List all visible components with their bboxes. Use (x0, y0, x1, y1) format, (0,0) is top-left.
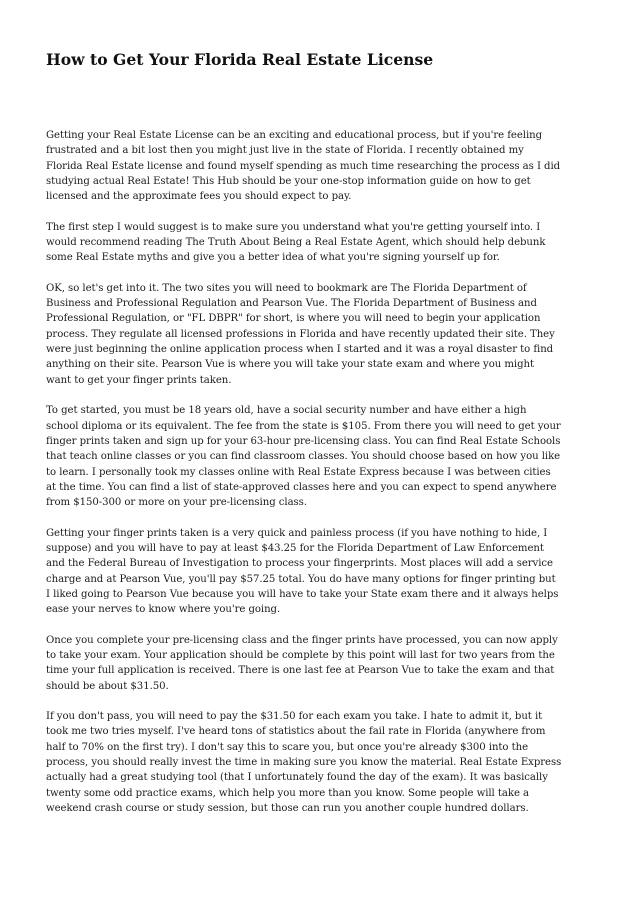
text-line: licensed and the approximate fees you should expect to pay. (46, 191, 352, 203)
text-line: Florida Real Estate license and found myself spending as much time researching the process as I did (46, 160, 561, 172)
text-line: and the Federal Bureau of Investigation to process your fingerprints. Most places will add a service (46, 558, 553, 570)
paragraph-intro (46, 128, 602, 205)
text-line: charge and at Pearson Vue, you'll pay $57.25 total. You do have many options for finger printing but (46, 573, 556, 585)
paragraph-getting-started (46, 403, 602, 510)
paragraph-bookmark-sites (46, 281, 602, 388)
text-line: time your full application is received. There is one last fee at Pearson Vue to take the exam and that (46, 665, 555, 677)
text-line: The first step I would suggest is to make sure you understand what you're getting yourself into. I (46, 221, 541, 233)
text-line: If you don't pass, you will need to pay the $31.50 for each exam you take. I hate to admit it, but it (46, 711, 543, 722)
text-line: anything on their site. Pearson Vue is where you will take your state exam and where you might (46, 359, 534, 371)
text-line: suppose) and you will have to pay at least $43.25 for the Florida Department of Law Enforcement (46, 542, 544, 554)
text-line: process, you should really invest the time in making sure you know the material. Real Estate Express (46, 757, 562, 769)
text-line: took me two tries myself. I've heard tons of statistics about the fail rate in Florida (anywhere from (46, 726, 546, 738)
paragraph-first-step (46, 220, 602, 266)
text-line: I liked going to Pearson Vue because you will have to take your State exam there and it always helps (46, 588, 559, 600)
text-line: Getting your Real Estate License can be an exciting and educational process, but if you're feeling (46, 130, 543, 141)
text-line: would recommend reading The Truth About Being a Real Estate Agent, which should help debunk (46, 237, 546, 249)
text-line: some Real Estate myths and give you a better idea of what you're signing yourself up for. (46, 252, 500, 264)
text-line: half to 70% on the first try). I don't say this to scare you, but once you're already $300 into the (46, 741, 529, 753)
text-line: that teach online classes or you can find classroom classes. You should choose based on how you like (46, 451, 561, 463)
text-line: weekend crash course or study session, but those can run you another couple hundred dollars. (46, 803, 529, 815)
document-title: How to Get Your Florida Real Estate License (46, 50, 434, 69)
text-line: to learn. I personally took my classes online with Real Estate Express because I was between cities (46, 466, 551, 478)
text-line: from $150-300 or more on your pre-licensing class. (46, 497, 307, 509)
text-line: Getting your finger prints taken is a very quick and painless process (if you have nothing to hide, I (46, 527, 548, 539)
text-line: studying actual Real Estate! This Hub should be your one-stop information guide on how to get (46, 176, 531, 188)
text-line: Business and Professional Regulation and Pearson Vue. The Florida Department of Business and (46, 298, 537, 310)
text-line: OK, so let's get into it. The two sites you will need to bookmark are The Florida Department of (46, 282, 527, 294)
text-line: Professional Regulation, or "FL DBPR" for short, is where you will need to begin your application (46, 313, 541, 325)
text-line: want to get your finger prints taken. (46, 374, 232, 386)
paragraph-retake-exam (46, 709, 602, 816)
text-line: process. They regulate all licensed professions in Florida and have recently updated their site. They (46, 328, 555, 340)
text-line: ease your nerves to know where you're going. (46, 604, 281, 616)
text-line: finger prints taken and sign up for your 63-hour pre-licensing class. You can find Real Estate Schools (46, 435, 561, 447)
text-line: Once you complete your pre-licensing class and the finger prints have processed, you can now apply (46, 634, 558, 646)
text-line: frustrated and a bit lost then you might just live in the state of Florida. I recently obtained my (46, 145, 524, 157)
text-line: To get started, you must be 18 years old, have a social security number and have either a high (46, 405, 527, 417)
document-body (46, 128, 602, 831)
paragraph-apply-exam (46, 633, 602, 694)
text-line: school diploma or its equivalent. The fee from the state is $105. From there you will need to get your (46, 420, 561, 432)
text-line: actually had a great studying tool (that I unfortunately found the day of the exam). It was basically (46, 772, 548, 784)
text-line: twenty some odd practice exams, which help you more than you know. Some people will take a (46, 787, 530, 799)
paragraph-finger-prints (46, 526, 602, 618)
text-line: should be about $31.50. (46, 680, 169, 692)
text-line: to take your exam. Your application should be complete by this point will last for two years from the (46, 649, 555, 661)
text-line: at the time. You can find a list of state-approved classes here and you can expect to spend anywhere (46, 481, 557, 493)
text-line: were just beginning the online application process when I started and it was a royal disaster to find (46, 344, 554, 356)
